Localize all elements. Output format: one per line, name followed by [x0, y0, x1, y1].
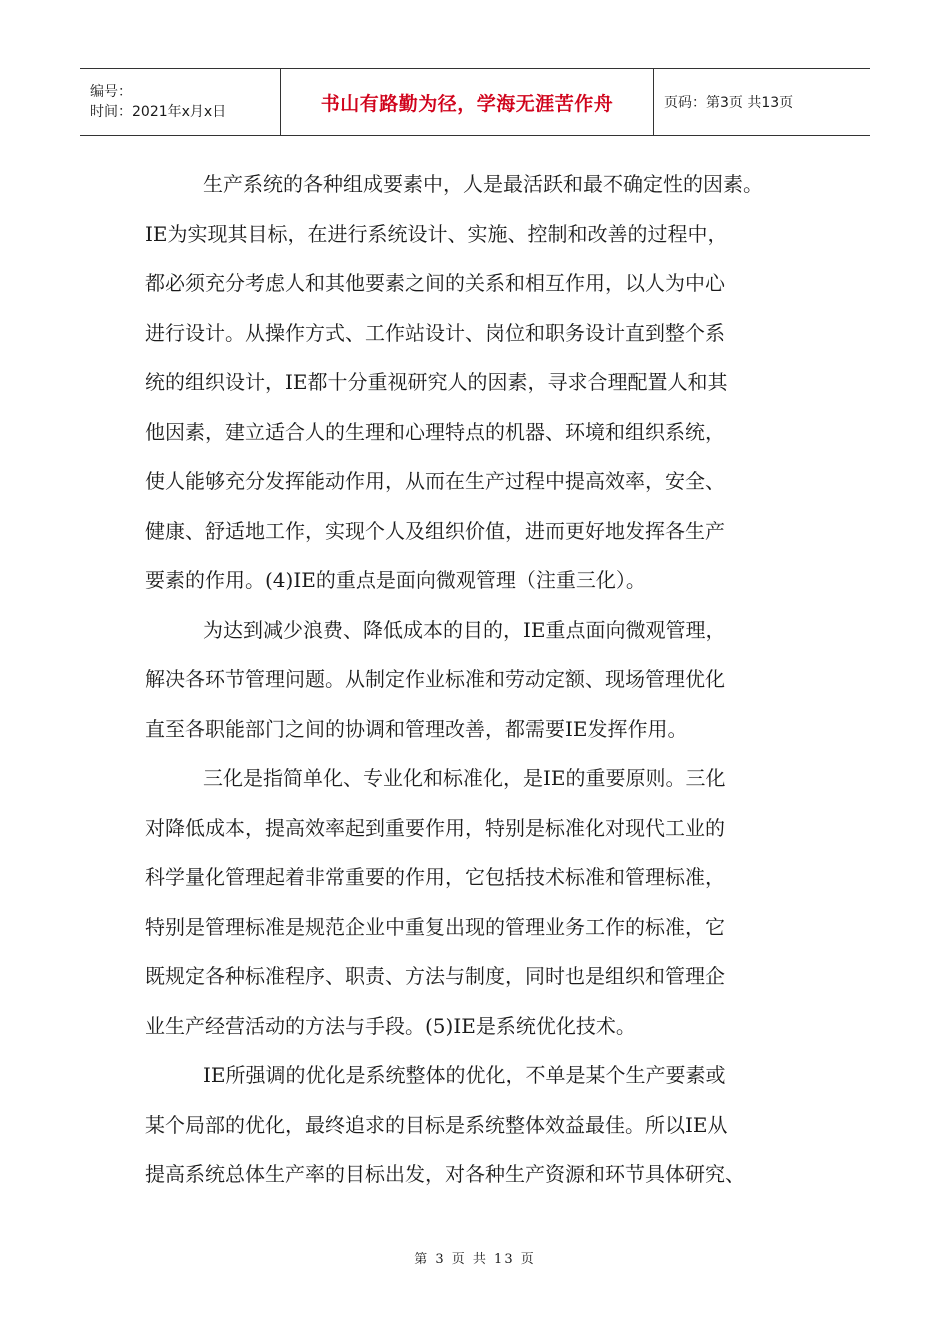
text-line: 要素的作用。(4)IE的重点是面向微观管理（注重三化）。 [145, 568, 646, 592]
motto-text: 书山有路勤为径，学海无涯苦作舟 [320, 92, 614, 115]
text-line: 三化是指简单化、专业化和标准化，是IE的重要原则。三化 [203, 766, 726, 790]
text-line: 他因素，建立适合人的生理和心理特点的机器、环境和组织系统， [145, 419, 725, 444]
document-number-label: 编号： [90, 84, 132, 100]
text-line: 进行设计。从操作方式、工作站设计、岗位和职务设计直到整个系 [145, 320, 725, 345]
page-footer: 第 3 页 共 13 页 [414, 1252, 536, 1267]
page-info-text: 页码：第3页 共13页 [664, 95, 794, 111]
header-page-info [654, 69, 870, 135]
header-motto [281, 69, 654, 135]
document-time-label: 时间：2021年x月x日 [90, 104, 227, 120]
text-line: 提高系统总体生产率的目标出发，对各种生产资源和环节具体研究、 [145, 1162, 745, 1186]
text-line: 使人能够充分发挥能动作用，从而在生产过程中提高效率，安全、 [145, 469, 725, 493]
text-line: 统的组织设计，IE都十分重视研究人的因素，寻求合理配置人和其 [145, 370, 728, 394]
header-meta [80, 69, 281, 135]
text-line: 都必须充分考虑人和其他要素之间的关系和相互作用，以人为中心 [145, 271, 725, 295]
text-line: 科学量化管理起着非常重要的作用，它包括技术标准和管理标准， [145, 865, 725, 889]
text-line: 生产系统的各种组成要素中，人是最活跃和最不确定性的因素。 [203, 172, 763, 196]
text-line: IE为实现其目标，在进行系统设计、实施、控制和改善的过程中， [145, 221, 728, 246]
text-line: 直至各职能部门之间的协调和管理改善，都需要IE发挥作用。 [145, 716, 688, 741]
text-line: 业生产经营活动的方法与手段。(5)IE是系统优化技术。 [145, 1013, 636, 1038]
text-line: 某个局部的优化，最终追求的目标是系统整体效益最佳。所以IE从 [145, 1112, 728, 1137]
text-line: 既规定各种标准程序、职责、方法与制度，同时也是组织和管理企 [145, 964, 725, 988]
text-line: 健康、舒适地工作，实现个人及组织价值，进而更好地发挥各生产 [145, 518, 725, 543]
text-line: 解决各环节管理问题。从制定作业标准和劳动定额、现场管理优化 [145, 667, 725, 691]
text-line: 特别是管理标准是规范企业中重复出现的管理业务工作的标准，它 [145, 914, 725, 939]
document-body [145, 160, 805, 1200]
page-header [80, 68, 870, 136]
text-line: IE所强调的优化是系统整体的优化，不单是某个生产要素或 [203, 1063, 726, 1087]
text-line: 为达到减少浪费、降低成本的目的，IE重点面向微观管理， [203, 617, 726, 642]
text-line: 对降低成本，提高效率起到重要作用，特别是标准化对现代工业的 [145, 815, 725, 840]
